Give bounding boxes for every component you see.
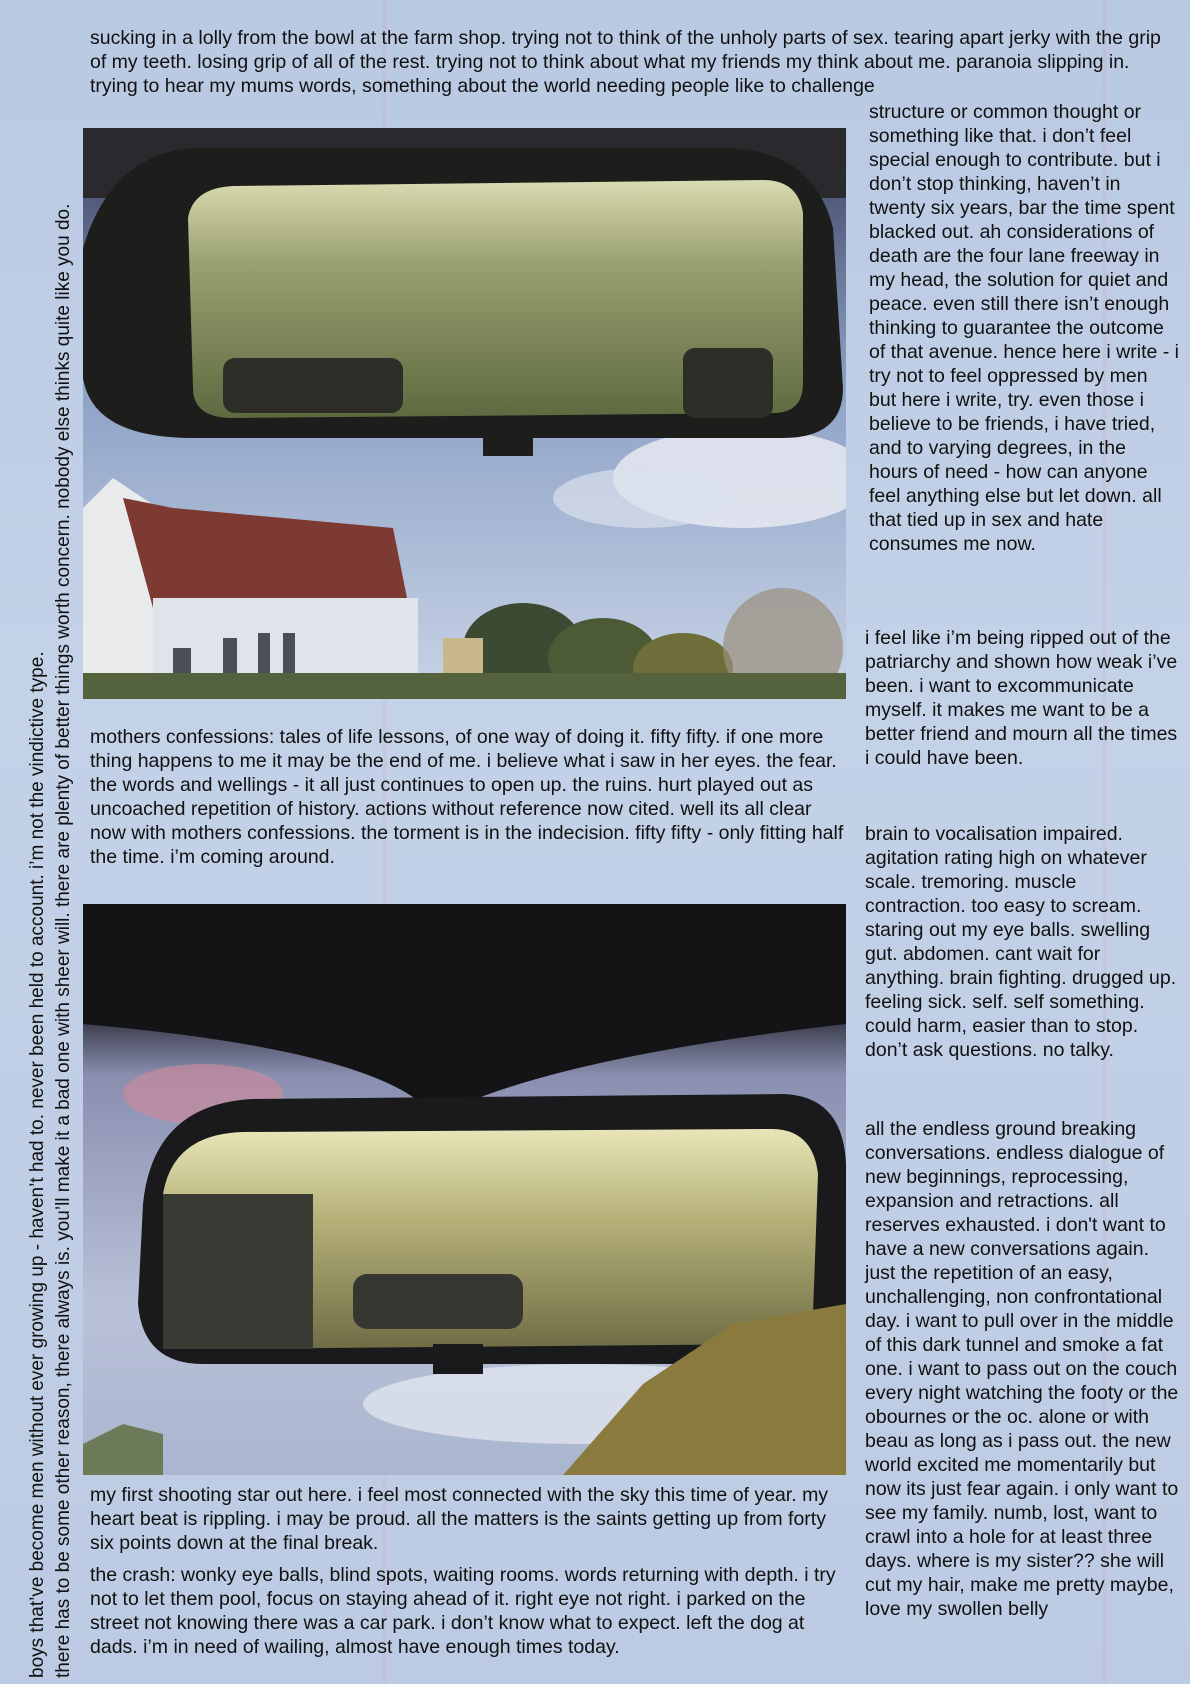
right-column-para-4-text: all the endless ground breaking conversations. endless dialogue of new beginnings, reprocessing, expansion and retractions. all reserves exhausted. i don't want to have a new conversations again. just the repetition of an easy, unchallenging, non confrontational day. i want to pull over in the middle of this dark tunnel and smoke a fat one. i want to pass out on the couch every night watching the footy or the obournes or the oc. alone or with beau as long as i pass out. the new world excited me momentarily but now its just fear again. i only want to see my family. numb, lost, want to crawl into a hole for at least three days. where is my sister?? she will cut my hair, make me pretty maybe, love my swollen belly (865, 1118, 1179, 1620)
right-column-para-2 (865, 626, 1180, 770)
photo-rear-view-mirror-dusk-sky (83, 904, 846, 1475)
right-column-para-3 (865, 822, 1180, 1062)
right-column-para-3-text: brain to vocalisation impaired. agitation rating high on whatever scale. tremoring. muscle contraction. too easy to scream. staring out my eye balls. swelling gut. abdomen. cant wait for anything. brain fighting. drugged up. feeling sick. self. self something. could harm, easier than to stop. don’t ask questions. no talky. (865, 823, 1177, 1061)
vertical-text-line-2: there has to be some other reason, there always is. you’ll make it a bad one with sheer will. there are plenty of better things worth concern. nobody else thinks quite like you do. (53, 203, 74, 1678)
shooting-star-paragraph: my first shooting star out here. i feel most connected with the sky this time of year. my heart beat is rippling. i may be proud. all the matters is the saints getting up from forty six points down at the final break. (90, 1484, 829, 1554)
photo-rear-view-mirror-farmhouse (83, 128, 846, 699)
bottom-paragraphs (90, 1483, 846, 1659)
top-paragraph (90, 26, 1170, 98)
vertical-text-line-1: boys that’ve become men without ever growing up - haven’t had to. never been held to account. i’m not the vindictive type. (27, 651, 48, 1678)
right-column-para-2-text: i feel like i’m being ripped out of the patriarchy and shown how weak i’ve been. i want to excommunicate myself. it makes me want to be a better friend and mourn all the times i could have been. (865, 627, 1178, 769)
top-paragraph-text: sucking in a lolly from the bowl at the farm shop. trying not to think of the unholy parts of sex. tearing apart jerky with the grip of my teeth. losing grip of all of the rest. trying not to think about what my friends my think about me. paranoia slipping in. trying to hear my mums words, something about the world needing people like to challenge (90, 27, 1161, 97)
mothers-confessions-paragraph (90, 725, 846, 869)
mothers-confessions-text: mothers confessions: tales of life lessons, of one way of doing it. fifty fifty. if one more thing happens to me it may be the end of me. i believe what i saw in her eyes. the fear. the words and wellings - it all just continues to open up. the ruins. hurt played out as uncoached repetition of history. actions without reference now cited. well its all clear now with mothers confessions. the torment is in the indecision. fifty fifty - only fitting half the time. i’m coming around. (90, 726, 844, 868)
right-column (869, 100, 1179, 556)
the-crash-paragraph: the crash: wonky eye balls, blind spots, waiting rooms. words returning with depth. i try not to let them pool, focus on staying ahead of it. right eye not right. i parked on the street not knowing there was a car park. i don’t know what to expect. left the dog at dads. i’m in need of wailing, almost have enough times today. (90, 1564, 836, 1658)
right-column-continuation: structure or common thought or something like that. i don’t feel special enough to contribute. but i don’t stop thinking, haven’t in twenty six years, bar the time spent blacked out. ah considerations of death are the four lane freeway in my head, the solution for quiet and peace. even still there isn’t enough thinking to guarantee the outcome of that avenue. hence here i write - i try not to feel oppressed by men but here i write, try. even those i believe to be friends, i have tried, and to varying degrees, in the hours of need - how can anyone feel anything else but let down. all that tied up in sex and hate consumes me now. (869, 101, 1180, 555)
right-column-para-4 (865, 1117, 1180, 1621)
